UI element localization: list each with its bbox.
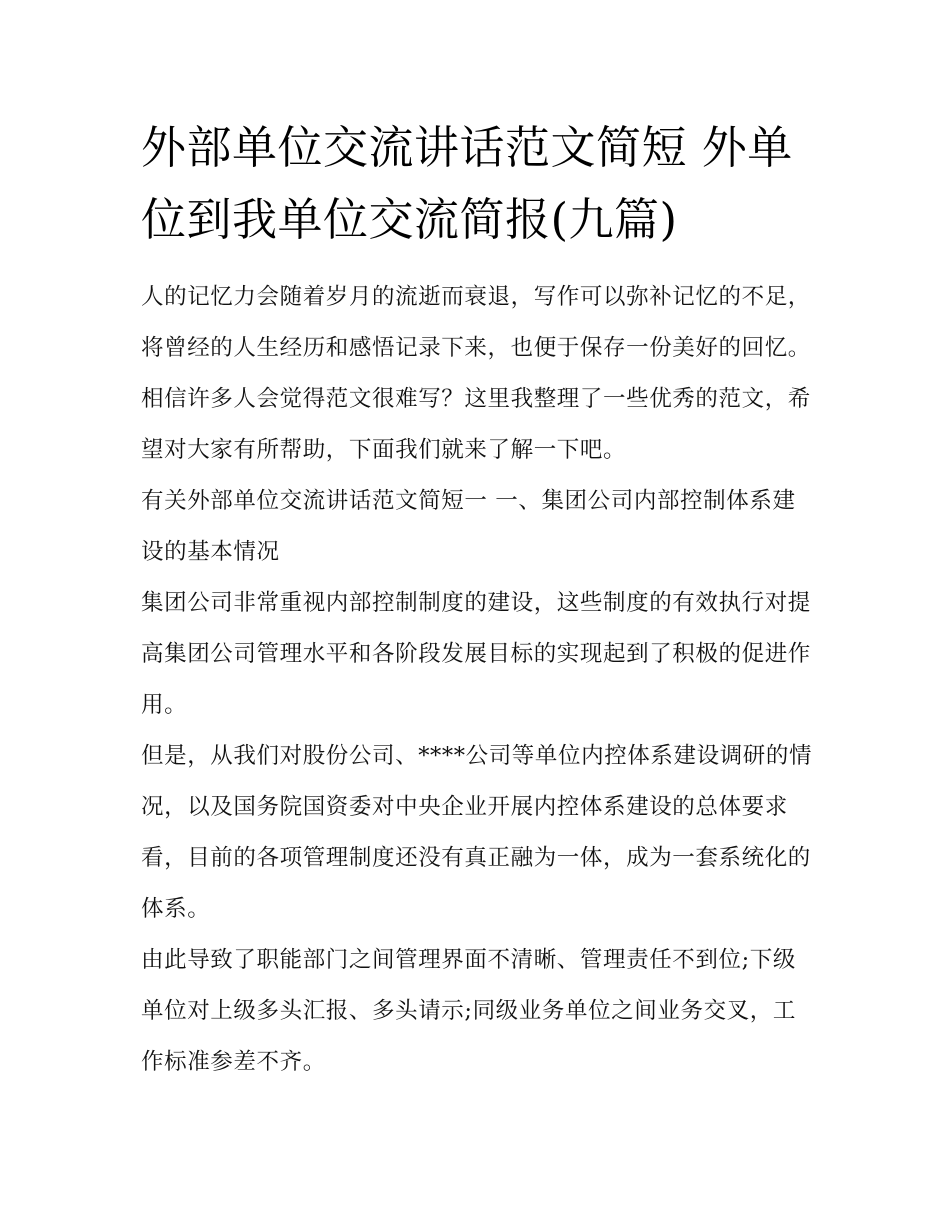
paragraph-intro: 人的记忆力会随着岁月的流逝而衰退，写作可以弥补记忆的不足，将曾经的人生经历和感悟记录下来，也便于保存一份美好的回忆。相信许多人会觉得范文很难写？这里我整理了一些优秀的范文，希望对大家有所帮助，下面我们就来了解一下吧。 [141,284,811,463]
paragraph-body-1: 集团公司非常重视内部控制制度的建设，这些制度的有效执行对提高集团公司管理水平和各阶段发展目标的实现起到了积极的促进作用。 [141,590,811,718]
paragraph-body-2: 但是，从我们对股份公司、****公司等单位内控体系建设调研的情况，以及国务院国资委对中央企业开展内控体系建设的总体要求看，目前的各项管理制度还没有真正融为一体，成为一套系统化的体系。 [141,743,813,922]
document-title: 外部单位交流讲话范文简短 外单位到我单位交流简报(九篇) [141,121,793,246]
document-body [141,112,813,1088]
paragraph-section-heading: 有关外部单位交流讲话范文简短一 一、集团公司内部控制体系建设的基本情况 [141,488,796,565]
paragraph-body-3: 由此导致了职能部门之间管理界面不清晰、管理责任不到位;下级单位对上级多头汇报、多头请示;同级业务单位之间业务交叉，工作标准参差不齐。 [141,947,796,1075]
